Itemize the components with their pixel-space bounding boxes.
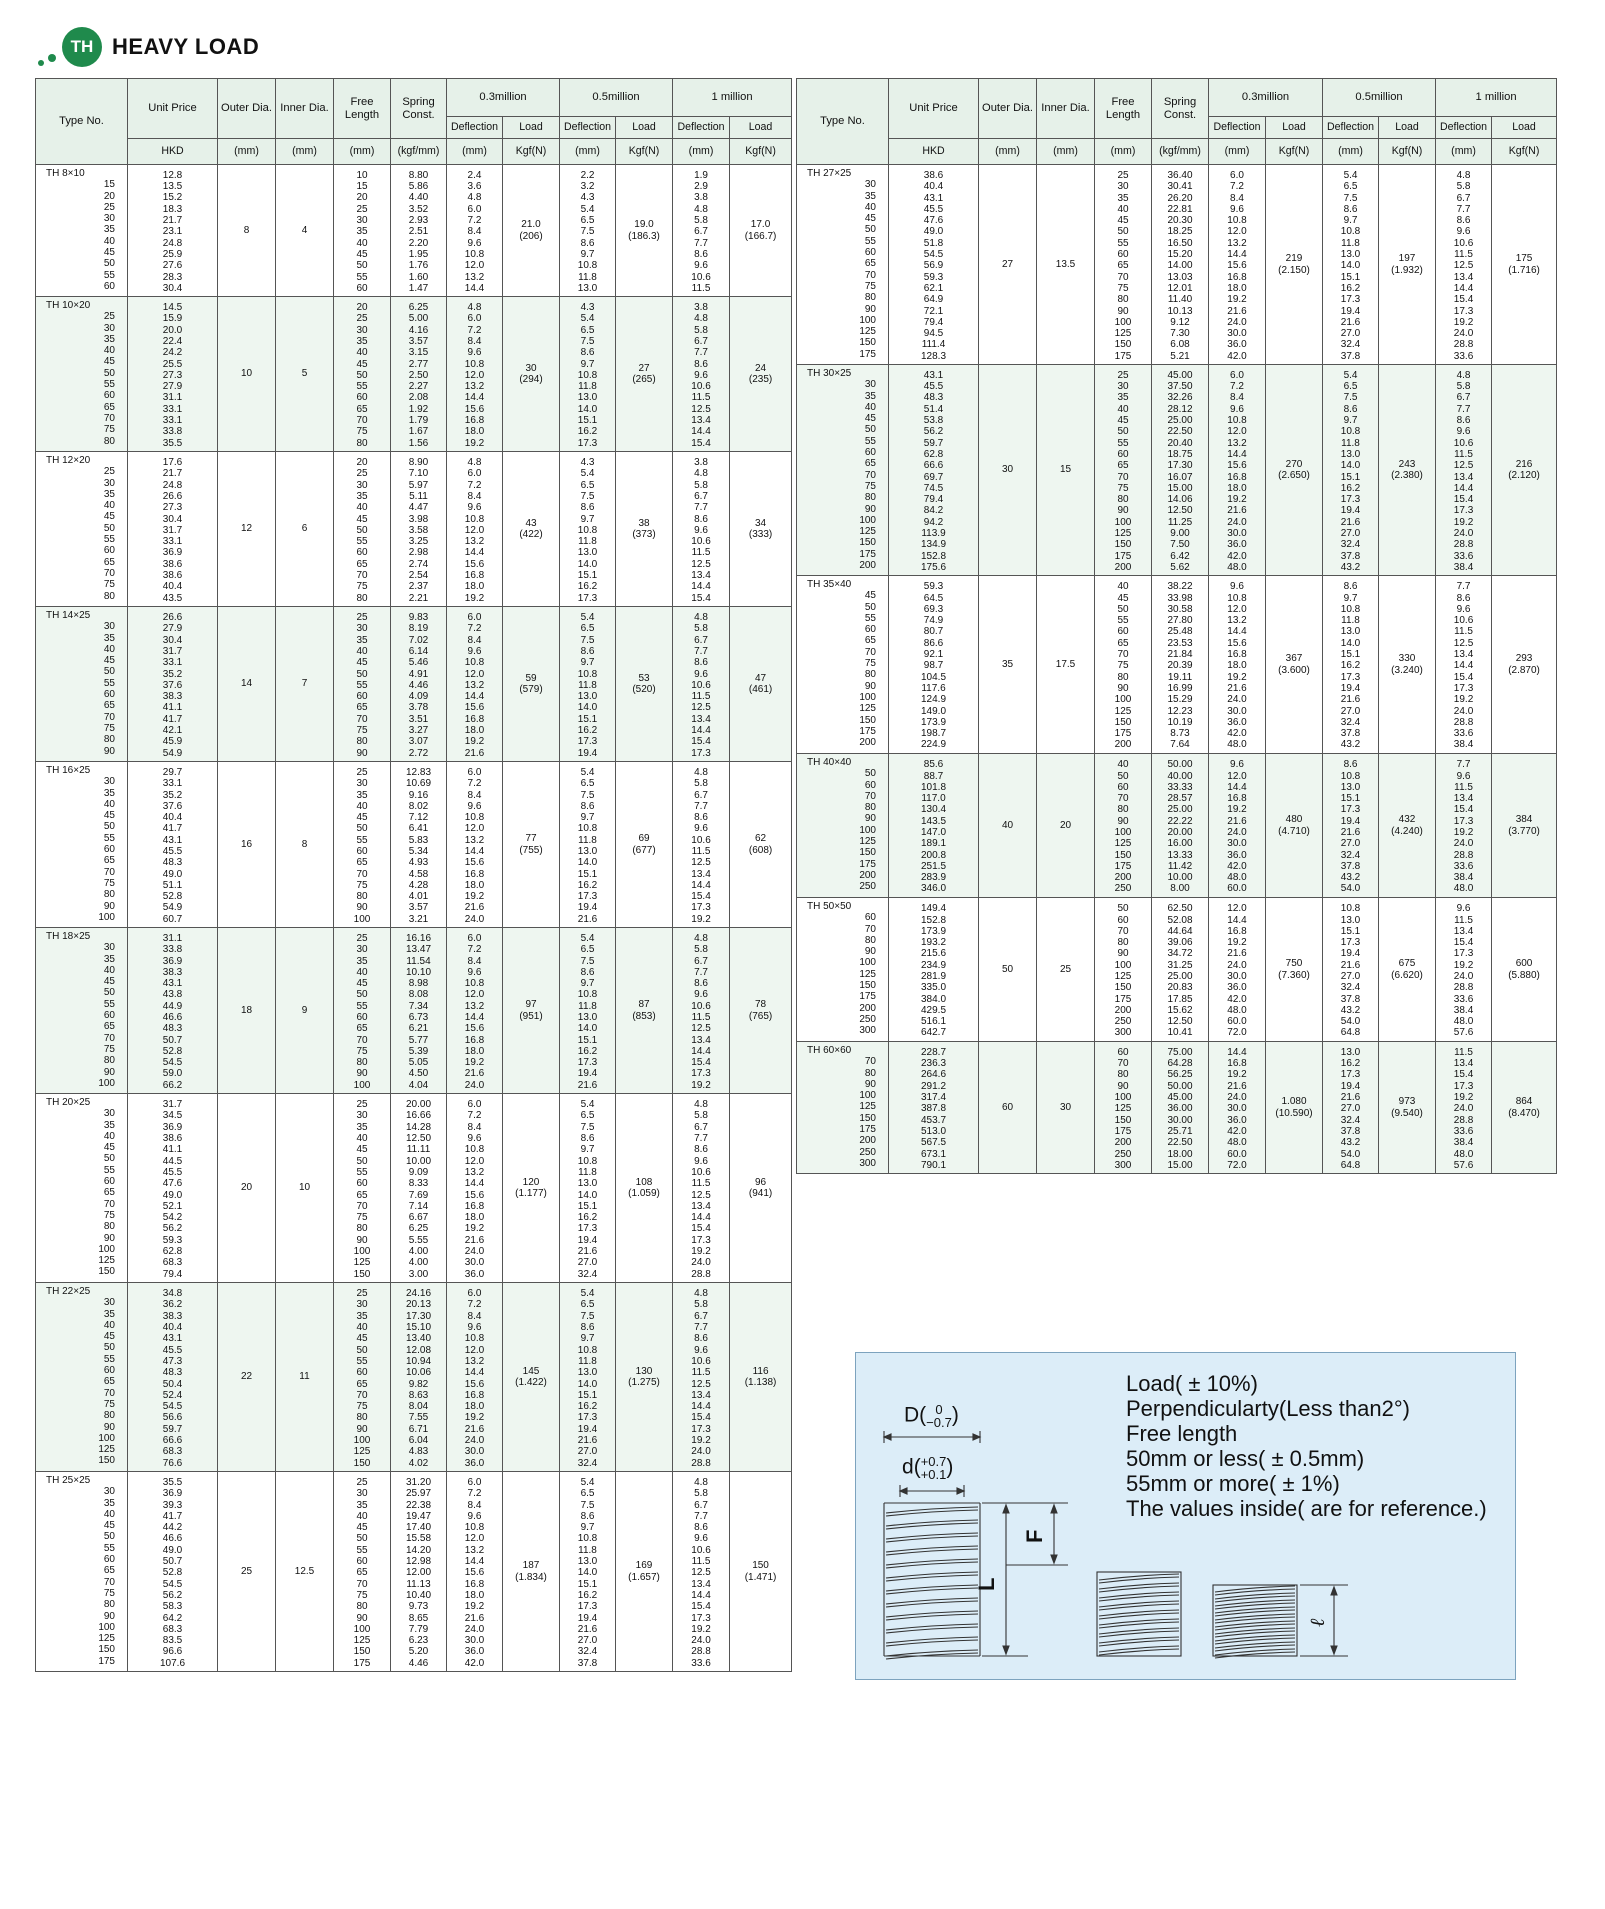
load-cell: 750 (7.360) bbox=[1266, 898, 1323, 1042]
spring-series-row bbox=[797, 165, 1557, 365]
free-length-cell: 25 30 35 40 45 50 55 60 65 70 75 80 90 100 bbox=[353, 932, 371, 1091]
deflection-cell: 7.7 9.6 11.5 13.4 15.4 17.3 19.2 24.0 28.8 33.6 38.4 48.0 bbox=[1453, 759, 1474, 895]
spring-series-row bbox=[797, 1042, 1557, 1174]
type-no-cell: TH 27×25 30 35 40 45 50 55 60 65 70 75 80 90 100 125 150 175 bbox=[797, 165, 889, 365]
deflection-cell: 3.8 4.8 5.8 6.7 7.7 8.6 9.6 10.6 11.5 12.5 13.4 14.4 15.4 bbox=[691, 457, 711, 604]
free-length-cell: 25 30 35 40 45 50 55 60 65 70 75 80 90 100 125 150 175 bbox=[353, 1476, 371, 1669]
col-deflection: Deflection bbox=[447, 117, 503, 139]
unit-price-cell: 38.6 40.4 43.1 45.5 47.6 49.0 51.8 54.5 56.9 59.3 62.1 64.9 72.1 79.4 94.5 111.4 128.3 bbox=[920, 169, 947, 362]
col-spring-const: Spring Const. bbox=[1152, 79, 1209, 139]
load-cell: 62 (608) bbox=[730, 762, 792, 928]
load-cell: 973 (9.540) bbox=[1379, 1042, 1436, 1174]
free-length-cell: 40 50 60 70 80 90 100 125 150 175 200 250 bbox=[1114, 759, 1132, 895]
note-line: 50mm or less( ± 0.5mm) bbox=[1126, 1446, 1365, 1471]
load-cell: 197 (1.932) bbox=[1379, 165, 1436, 365]
col-group-cycles: 0.5million bbox=[1323, 79, 1436, 117]
note-line: The values inside( are for reference.) bbox=[1126, 1496, 1487, 1521]
load-cell: 330 (3.240) bbox=[1379, 576, 1436, 754]
spring-const-cell: 6.25 5.00 4.16 3.57 3.15 2.77 2.50 2.27 2.08 1.92 1.79 1.67 1.56 bbox=[408, 302, 429, 449]
col-outer-dia: Outer Dia. bbox=[218, 79, 276, 139]
spring-const-cell: 45.00 37.50 32.26 28.12 25.00 22.50 20.40 18.75 17.30 16.07 15.00 14.06 12.50 11.25 9.00 7.50 6.42 5.62 bbox=[1167, 369, 1193, 573]
deflection-cell: 10.8 13.0 15.1 17.3 19.4 21.6 27.0 32.4 37.8 43.2 54.0 64.8 bbox=[1340, 903, 1361, 1039]
deflection-cell: 4.3 5.4 6.5 7.5 8.6 9.7 10.8 11.8 13.0 14.0 15.1 16.2 17.3 bbox=[577, 457, 598, 604]
col-group-cycles: 0.5million bbox=[560, 79, 673, 117]
deflection-cell: 4.8 5.8 6.7 7.7 8.6 9.6 10.6 11.5 12.5 13.4 14.4 15.4 17.3 19.2 24.0 28.8 bbox=[691, 1099, 711, 1280]
col-free-length: Free Length bbox=[1095, 79, 1152, 139]
outer-dia-cell: 50 bbox=[979, 898, 1037, 1042]
outer-dia-cell: 22 bbox=[218, 1283, 276, 1472]
outer-dia-cell: 27 bbox=[979, 165, 1037, 365]
free-length-cell: 60 70 80 90 100 125 150 175 200 250 300 bbox=[1114, 1046, 1132, 1171]
length-list: 30 35 40 45 50 55 60 65 70 75 80 90 100 125 150 bbox=[98, 1297, 115, 1467]
inner-dia-cell: 17.5 bbox=[1037, 576, 1095, 754]
spring-const-cell: 38.22 33.98 30.58 27.80 25.48 23.53 21.84 20.39 19.11 16.99 15.29 12.23 10.19 8.73 7.64 bbox=[1167, 581, 1193, 751]
spring-const-cell: 24.16 20.13 17.30 15.10 13.40 12.08 10.94 10.06 9.82 8.63 8.04 7.55 6.71 6.04 4.83 4.02 bbox=[405, 1288, 432, 1469]
type-no-cell: TH 50×50 60 70 80 90 100 125 150 175 200 250 300 bbox=[797, 898, 889, 1042]
load-cell: 96 (941) bbox=[730, 1094, 792, 1283]
load-cell: 30 (294) bbox=[503, 297, 560, 452]
deflection-cell: 2.4 3.6 4.8 6.0 7.2 8.4 9.6 10.8 12.0 13.2 14.4 bbox=[464, 169, 485, 294]
note-line: Load( ± 10%) bbox=[1126, 1371, 1258, 1396]
unit-price-cell: 31.1 33.8 36.9 38.3 43.1 43.8 44.9 46.6 48.3 50.7 52.8 54.5 59.0 66.2 bbox=[162, 932, 183, 1091]
length-list: 45 50 55 60 65 70 75 80 90 100 125 150 175 200 bbox=[859, 590, 876, 749]
deflection-cell: 4.8 5.8 6.7 7.7 8.6 9.6 10.6 11.5 12.5 13.4 14.4 15.4 17.3 19.2 bbox=[691, 932, 711, 1091]
col-inner-dia: Inner Dia. bbox=[276, 79, 334, 139]
col-deflection: Deflection bbox=[1323, 117, 1379, 139]
deflection-cell: 5.4 6.5 7.5 8.6 9.7 10.8 11.8 13.0 14.0 15.1 16.2 17.3 19.4 21.6 27.0 32.4 37.8 bbox=[577, 1476, 598, 1669]
length-list: 30 35 40 45 50 55 60 65 70 75 80 90 100 bbox=[98, 942, 115, 1089]
load-cell: 34 (333) bbox=[730, 452, 792, 607]
load-cell: 187 (1.834) bbox=[503, 1472, 560, 1672]
spring-series-row bbox=[797, 576, 1557, 754]
spring-const-cell: 8.90 7.10 5.97 5.11 4.47 3.98 3.58 3.25 2.98 2.74 2.54 2.37 2.21 bbox=[408, 457, 429, 604]
deflection-cell: 8.6 9.7 10.8 11.8 13.0 14.0 15.1 16.2 17.3 19.4 21.6 27.0 32.4 37.8 43.2 bbox=[1340, 581, 1361, 751]
inner-dia-cell: 11 bbox=[276, 1283, 334, 1472]
spring-series-row bbox=[36, 762, 792, 928]
inner-dia-cell: 7 bbox=[276, 607, 334, 762]
free-length-cell: 25 30 35 40 45 50 55 60 65 70 75 80 90 100 125 150 bbox=[353, 1288, 371, 1469]
outer-dia-cell: 60 bbox=[979, 1042, 1037, 1174]
length-list: 25 30 35 40 45 50 55 60 65 70 75 80 bbox=[103, 466, 115, 602]
load-cell: 38 (373) bbox=[616, 452, 673, 607]
outer-dia-cell: 30 bbox=[979, 365, 1037, 576]
deflection-cell: 13.0 16.2 17.3 19.4 21.6 27.0 32.4 37.8 43.2 54.0 64.8 bbox=[1340, 1046, 1361, 1171]
note-line: Free length bbox=[1126, 1421, 1238, 1446]
load-cell: 675 (6.620) bbox=[1379, 898, 1436, 1042]
compressed-length-label: ℓ bbox=[1307, 1618, 1329, 1627]
col-unit-price: Unit Price bbox=[128, 79, 218, 139]
col-group-cycles: 1 million bbox=[1436, 79, 1557, 117]
deflection-cell: 4.8 5.8 6.7 7.7 8.6 9.6 10.6 11.5 12.5 13.4 14.4 15.4 17.3 bbox=[691, 612, 711, 759]
deflection-cell: 3.8 4.8 5.8 6.7 7.7 8.6 9.6 10.6 11.5 12.5 13.4 14.4 15.4 bbox=[691, 302, 711, 449]
inner-dia-cell: 5 bbox=[276, 297, 334, 452]
free-length-cell: 25 30 35 40 45 50 55 60 65 70 75 80 90 100 bbox=[353, 766, 371, 925]
spec-table-right: Type No. Unit Price Outer Dia. Inner Dia. Free Length Spring Const. 0.3million 0.5million 1 million Deflection Load Deflection Load Deflection Load HKD (mm) (mm) (mm) (kgf/mm) (mm) Kgf(N) (mm) Kgf(N) (mm) Kgf(N) TH 27×25 30 35 40 45 50 55 60 65 70 75 80 90 100 125 150 175 38.6 40.4 43.1 45.5 47.6 49.0 51.8 54.5 56.9 59.3 62.1 64.9 72.1 79.4 94.5 111.4 128.3 27 13.5 25 30 35 40 45 50 55 60 65 70 75 80 90 100 125 150 175 36.40 30.41 26.20 22.81 20.30 18.25 16.50 15.20 14.00 13.03 12.01 11.40 10.13 9.12 7.30 6.08 5.21 6.0 7.2 8.4 9.6 10.8 12.0 13.2 14.4 15.6 16.8 18.0 19.2 21.6 24.0 30.0 36.0 42.0 219 (2.150) 5.4 6.5 7.5 8.6 9.7 10.8 11.8 13.0 14.0 15.1 16.2 17.3 19.4 21.6 27.0 32.4 37.8 197 (1.932) 4.8 5.8 6.7 7.7 8.6 9.6 10.6 11.5 12.5 13.4 14.4 15.4 17.3 19.2 24.0 28.8 33.6 175 (1.716) TH 30×25 30 35 40 45 50 55 60 65 70 75 80 90 100 125 150 175 200 43.1 45.5 48.3 51.4 53.8 56.2 59.7 62.8 66.6 69.7 74.5 79.4 84.2 94.2 113.9 134.9 152.8 175.6 30 15 25 30 35 40 45 50 55 60 65 70 75 80 90 100 125 150 175 200 45.00 37.50 32.26 28.12 25.00 22.50 20.40 18.75 17.30 16.07 15.00 14.06 12.50 11.25 9.00 7.50 6.42 5.62 6.0 7.2 8.4 9.6 10.8 12.0 13.2 14.4 15.6 16.8 18.0 19.2 21.6 24.0 30.0 36.0 42.0 48.0 270 (2.650) 5.4 6.5 7.5 8.6 9.7 10.8 11.8 13.0 14.0 15.1 16.2 17.3 19.4 21.6 27.0 32.4 37.8 43.2 243 (2.380) 4.8 5.8 6.7 7.7 8.6 9.6 10.6 11.5 12.5 13.4 14.4 15.4 17.3 19.2 24.0 28.8 33.6 38.4 216 (2.120) TH 35×40 45 50 55 60 65 70 75 80 90 100 125 150 175 200 59.3 64.5 69.3 74.9 80.7 86.6 92.1 98.7 104.5 117.6 124.9 149.0 173.9 198.7 224.9 35 17.5 40 45 50 55 60 65 70 75 80 90 100 125 150 175 200 38.22 33.98 30.58 27.80 25.48 23.53 21.84 20.39 19.11 16.99 15.29 12.23 10.19 8.73 7.64 9.6 10.8 12.0 13.2 14.4 15.6 16.8 18.0 19.2 21.6 24.0 30.0 36.0 42.0 48.0 367 (3.600) 8.6 9.7 10.8 11.8 13.0 14.0 15.1 16.2 17.3 19.4 21.6 27.0 32.4 37.8 43.2 330 (3.240) 7.7 8.6 9.6 10.6 11.5 12.5 13.4 14.4 15.4 17.3 19.2 24.0 28.8 33.6 38.4 293 (2.870) TH 40×40 50 60 70 80 90 100 125 150 175 200 250 85.6 88.7 101.8 117.0 130.4 143.5 147.0 189.1 200.8 251.5 283.9 346.0 40 20 40 50 60 70 80 90 100 125 150 175 200 250 50.00 40.00 33.33 28.57 25.00 22.22 20.00 16.00 13.33 11.42 10.00 8.00 9.6 12.0 14.4 16.8 19.2 21.6 24.0 30.0 36.0 42.0 48.0 60.0 480 (4.710) 8.6 10.8 13.0 15.1 17.3 19.4 21.6 27.0 32.4 37.8 43.2 54.0 432 (4.240) 7.7 9.6 11.5 13.4 15.4 17.3 19.2 24.0 28.8 33.6 38.4 48.0 384 (3.770) TH 50×50 60 70 80 90 100 125 150 175 200 250 300 149.4 152.8 173.9 193.2 215.6 234.9 281.9 335.0 384.0 429.5 516.1 642.7 50 25 50 60 70 80 90 100 125 150 175 200 250 300 62.50 52.08 44.64 39.06 34.72 31.25 25.00 20.83 17.85 15.62 12.50 10.41 12.0 14.4 16.8 19.2 21.6 24.0 30.0 36.0 42.0 48.0 60.0 72.0 750 (7.360) 10.8 13.0 15.1 17.3 19.4 21.6 27.0 32.4 37.8 43.2 54.0 64.8 675 (6.620) 9.6 11.5 13.4 15.4 17.3 19.2 24.0 28.8 33.6 38.4 48.0 57.6 600 (5.880) TH 60×60 70 80 90 100 125 150 175 200 250 300 228.7 236.3 264.6 291.2 317.4 387.8 453.7 513.0 567.5 673.1 790.1 60 30 60 70 80 90 100 125 150 175 200 250 300 75.00 64.28 56.25 50.00 45.00 36.00 30.00 25.71 22.50 18.00 15.00 14.4 16.8 19.2 21.6 24.0 30.0 36.0 42.0 48.0 60.0 72.0 1.080 (10.590) 13.0 16.2 17.3 19.4 21.6 27.0 32.4 37.8 43.2 54.0 64.8 973 (9.540) 11.5 13.4 15.4 17.3 19.2 24.0 28.8 33.6 38.4 48.0 57.6 864 (8.470) bbox=[796, 78, 1557, 1174]
load-cell: 864 (8.470) bbox=[1492, 1042, 1557, 1174]
deflection-cell: 4.3 5.4 6.5 7.5 8.6 9.7 10.8 11.8 13.0 14.0 15.1 16.2 17.3 bbox=[577, 302, 598, 449]
load-cell: 219 (2.150) bbox=[1266, 165, 1323, 365]
inner-dia-cell: 10 bbox=[276, 1094, 334, 1283]
load-cell: 432 (4.240) bbox=[1379, 754, 1436, 898]
outer-dia-cell: 40 bbox=[979, 754, 1037, 898]
deflection-cell: 11.5 13.4 15.4 17.3 19.2 24.0 28.8 33.6 38.4 48.0 57.6 bbox=[1453, 1046, 1474, 1171]
col-group-cycles: 1 million bbox=[673, 79, 792, 117]
deflection-cell: 6.0 7.2 8.4 9.6 10.8 12.0 13.2 14.4 15.6 16.8 18.0 19.2 21.6 24.0 30.0 36.0 bbox=[464, 1288, 485, 1469]
outer-dia-cell: 14 bbox=[218, 607, 276, 762]
free-length-cell: 25 30 35 40 45 50 55 60 65 70 75 80 90 100 125 150 175 bbox=[1114, 169, 1132, 362]
spring-series-row bbox=[36, 1472, 792, 1672]
unit-price-cell: 228.7 236.3 264.6 291.2 317.4 387.8 453.7 513.0 567.5 673.1 790.1 bbox=[920, 1046, 947, 1171]
inner-dia-cell: 20 bbox=[1037, 754, 1095, 898]
load-cell: 130 (1.275) bbox=[616, 1283, 673, 1472]
spring-const-cell: 31.20 25.97 22.38 19.47 17.40 15.58 14.20 12.98 12.00 11.13 10.40 9.73 8.65 7.79 6.23 5.20 4.46 bbox=[405, 1476, 432, 1669]
load-cell: 384 (3.770) bbox=[1492, 754, 1557, 898]
inner-dia-cell: 8 bbox=[276, 762, 334, 928]
spring-series-row bbox=[36, 607, 792, 762]
load-cell: 480 (4.710) bbox=[1266, 754, 1323, 898]
type-no-cell: TH 22×25 30 35 40 45 50 55 60 65 70 75 80 90 100 125 150 bbox=[36, 1283, 128, 1472]
length-list: 15 20 25 30 35 40 45 50 55 60 bbox=[103, 179, 115, 292]
deflection-cell: 6.0 7.2 8.4 9.6 10.8 12.0 13.2 14.4 15.6 16.8 18.0 19.2 21.6 bbox=[464, 612, 485, 759]
spring-drawing bbox=[856, 1353, 1517, 1681]
load-cell: 600 (5.880) bbox=[1492, 898, 1557, 1042]
col-load: Load bbox=[730, 117, 792, 139]
page-title: HEAVY LOAD bbox=[112, 34, 260, 59]
col-unit-price: Unit Price bbox=[889, 79, 979, 139]
outer-dia-cell: 12 bbox=[218, 452, 276, 607]
deflection-cell: 6.0 7.2 8.4 9.6 10.8 12.0 13.2 14.4 15.6 16.8 18.0 19.2 21.6 24.0 30.0 36.0 42.0 bbox=[464, 1476, 485, 1669]
inner-dia-cell: 15 bbox=[1037, 365, 1095, 576]
note-line: 55mm or more( ± 1%) bbox=[1126, 1471, 1340, 1496]
deflection-cell: 4.8 5.8 6.7 7.7 8.6 9.6 10.6 11.5 12.5 13.4 14.4 15.4 17.3 19.2 24.0 28.8 33.6 bbox=[691, 1476, 711, 1669]
col-spring-const: Spring Const. bbox=[391, 79, 447, 139]
type-no-cell: TH 18×25 30 35 40 45 50 55 60 65 70 75 80 90 100 bbox=[36, 928, 128, 1094]
unit-price-cell: 31.7 34.5 36.9 38.6 41.1 44.5 45.5 47.6 49.0 52.1 54.2 56.2 59.3 62.8 68.3 79.4 bbox=[162, 1099, 183, 1280]
load-cell: 78 (765) bbox=[730, 928, 792, 1094]
free-length-cell: 20 25 30 35 40 45 50 55 60 65 70 75 80 bbox=[356, 302, 368, 449]
col-group-cycles: 0.3million bbox=[447, 79, 560, 117]
inner-dia-cell: 6 bbox=[276, 452, 334, 607]
spring-series-row bbox=[797, 754, 1557, 898]
free-length-cell: 40 45 50 55 60 65 70 75 80 90 100 125 150 175 200 bbox=[1114, 581, 1132, 751]
free-length-cell: 20 25 30 35 40 45 50 55 60 65 70 75 80 bbox=[356, 457, 368, 604]
load-cell: 120 (1.177) bbox=[503, 1094, 560, 1283]
type-no-cell: TH 25×25 30 35 40 45 50 55 60 65 70 75 80 90 100 125 150 175 bbox=[36, 1472, 128, 1672]
note-line: Perpendicularty(Less than2°) bbox=[1126, 1396, 1410, 1421]
load-cell: 175 (1.716) bbox=[1492, 165, 1557, 365]
col-load: Load bbox=[616, 117, 673, 139]
deflection-cell: 7.7 8.6 9.6 10.6 11.5 12.5 13.4 14.4 15.4 17.3 19.2 24.0 28.8 33.6 38.4 bbox=[1453, 581, 1474, 751]
unit-price-cell: 85.6 88.7 101.8 117.0 130.4 143.5 147.0 189.1 200.8 251.5 283.9 346.0 bbox=[920, 759, 947, 895]
deflection-cell: 6.0 7.2 8.4 9.6 10.8 12.0 13.2 14.4 15.6 16.8 18.0 19.2 21.6 24.0 bbox=[464, 932, 485, 1091]
load-cell: 17.0 (166.7) bbox=[730, 165, 792, 297]
type-no-cell: TH 20×25 30 35 40 45 50 55 60 65 70 75 80 90 100 125 150 bbox=[36, 1094, 128, 1283]
spring-const-cell: 36.40 30.41 26.20 22.81 20.30 18.25 16.50 15.20 14.00 13.03 12.01 11.40 10.13 9.12 7.30 6.08 5.21 bbox=[1167, 169, 1193, 362]
inner-dia-cell: 25 bbox=[1037, 898, 1095, 1042]
logo-dots bbox=[34, 24, 60, 70]
col-deflection: Deflection bbox=[1209, 117, 1266, 139]
col-inner-dia: Inner Dia. bbox=[1037, 79, 1095, 139]
unit-price-cell: 12.8 13.5 15.2 18.3 21.7 23.1 24.8 25.9 27.6 28.3 30.4 bbox=[162, 169, 183, 294]
deflection-cell: 14.4 16.8 19.2 21.6 24.0 30.0 36.0 42.0 48.0 60.0 72.0 bbox=[1227, 1046, 1247, 1171]
col-group-cycles: 0.3million bbox=[1209, 79, 1323, 117]
col-deflection: Deflection bbox=[673, 117, 730, 139]
spring-const-cell: 9.83 8.19 7.02 6.14 5.46 4.91 4.46 4.09 3.78 3.51 3.27 3.07 2.72 bbox=[408, 612, 429, 759]
load-cell: 19.0 (186.3) bbox=[616, 165, 673, 297]
spring-series-row bbox=[36, 165, 792, 297]
load-cell: 21.0 (206) bbox=[503, 165, 560, 297]
inner-dia-cell: 9 bbox=[276, 928, 334, 1094]
deflection-cell: 6.0 7.2 8.4 9.6 10.8 12.0 13.2 14.4 15.6 16.8 18.0 19.2 21.6 24.0 30.0 36.0 bbox=[464, 1099, 485, 1280]
length-list: 30 35 40 45 50 55 60 65 70 75 80 90 100 125 150 175 bbox=[859, 179, 876, 360]
deflection-cell: 8.6 10.8 13.0 15.1 17.3 19.4 21.6 27.0 32.4 37.8 43.2 54.0 bbox=[1340, 759, 1361, 895]
outer-dia-cell: 8 bbox=[218, 165, 276, 297]
load-cell: 43 (422) bbox=[503, 452, 560, 607]
spring-const-cell: 20.00 16.66 14.28 12.50 11.11 10.00 9.09 8.33 7.69 7.14 6.67 6.25 5.55 4.00 4.00 3.00 bbox=[405, 1099, 432, 1280]
unit-price-cell: 26.6 27.9 30.4 31.7 33.1 35.2 37.6 38.3 41.1 41.7 42.1 45.9 54.9 bbox=[162, 612, 183, 759]
outer-dia-cell: 20 bbox=[218, 1094, 276, 1283]
type-no-cell: TH 8×10 15 20 25 30 35 40 45 50 55 60 bbox=[36, 165, 128, 297]
deflection-cell: 4.8 5.8 6.7 7.7 8.6 9.6 10.6 11.5 12.5 13.4 14.4 15.4 17.3 19.2 bbox=[691, 766, 711, 925]
spring-series-row bbox=[36, 1283, 792, 1472]
outer-dia-cell: 25 bbox=[218, 1472, 276, 1672]
length-list: 30 35 40 45 50 55 60 65 70 75 80 90 100 125 150 175 200 bbox=[859, 379, 876, 572]
deflection-cell: 5.4 6.5 7.5 8.6 9.7 10.8 11.8 13.0 14.0 15.1 16.2 17.3 19.4 21.6 27.0 32.4 37.8 bbox=[1340, 169, 1361, 362]
deflection-cell: 6.0 7.2 8.4 9.6 10.8 12.0 13.2 14.4 15.6 16.8 18.0 19.2 21.6 24.0 bbox=[464, 766, 485, 925]
spring-series-row bbox=[36, 1094, 792, 1283]
deflection-cell: 12.0 14.4 16.8 19.2 21.6 24.0 30.0 36.0 42.0 48.0 60.0 72.0 bbox=[1227, 903, 1247, 1039]
load-cell: 367 (3.600) bbox=[1266, 576, 1323, 754]
spring-const-cell: 75.00 64.28 56.25 50.00 45.00 36.00 30.00 25.71 22.50 18.00 15.00 bbox=[1167, 1046, 1193, 1171]
load-cell: 24 (235) bbox=[730, 297, 792, 452]
unit-price-cell: 34.8 36.2 38.3 40.4 43.1 45.5 47.3 48.3 50.4 52.4 54.5 56.6 59.7 66.6 68.3 76.6 bbox=[162, 1288, 183, 1469]
load-cell: 59 (579) bbox=[503, 607, 560, 762]
type-no-cell: TH 14×25 30 35 40 45 50 55 60 65 70 75 80 90 bbox=[36, 607, 128, 762]
deflection-cell: 5.4 6.5 7.5 8.6 9.7 10.8 11.8 13.0 14.0 15.1 16.2 17.3 19.4 21.6 27.0 32.4 bbox=[577, 1099, 598, 1280]
load-cell: 87 (853) bbox=[616, 928, 673, 1094]
outer-dia-cell: 18 bbox=[218, 928, 276, 1094]
load-cell: 169 (1.657) bbox=[616, 1472, 673, 1672]
unit-price-cell: 14.5 15.9 20.0 22.4 24.2 25.5 27.3 27.9 31.1 33.1 33.1 33.8 35.5 bbox=[162, 302, 183, 449]
deflection-cell: 4.8 5.8 6.7 7.7 8.6 9.6 10.6 11.5 12.5 13.4 14.4 15.4 17.3 19.2 24.0 28.8 33.6 bbox=[1453, 169, 1474, 362]
spring-series-row bbox=[36, 297, 792, 452]
load-cell: 47 (461) bbox=[730, 607, 792, 762]
spring-const-cell: 16.16 13.47 11.54 10.10 8.98 8.08 7.34 6.73 6.21 5.77 5.39 5.05 4.50 4.04 bbox=[405, 932, 432, 1091]
type-no-cell: TH 60×60 70 80 90 100 125 150 175 200 250 300 bbox=[797, 1042, 889, 1174]
type-no-cell: TH 35×40 45 50 55 60 65 70 75 80 90 100 125 150 175 200 bbox=[797, 576, 889, 754]
type-no-cell: TH 12×20 25 30 35 40 45 50 55 60 65 70 75 80 bbox=[36, 452, 128, 607]
deflection-cell: 5.4 6.5 7.5 8.6 9.7 10.8 11.8 13.0 14.0 15.1 16.2 17.3 19.4 21.6 bbox=[577, 766, 598, 925]
outer-diameter-label: D( 0 −0.7 ) bbox=[904, 1402, 959, 1430]
free-length-cell: 25 30 35 40 45 50 55 60 65 70 75 80 90 100 125 150 175 200 bbox=[1114, 369, 1132, 573]
spring-series-row bbox=[797, 365, 1557, 576]
spring-series-row bbox=[797, 898, 1557, 1042]
unit-price-cell: 29.7 33.1 35.2 37.6 40.4 41.7 43.1 45.5 48.3 49.0 51.1 52.8 54.9 60.7 bbox=[162, 766, 183, 925]
load-cell: 108 (1.059) bbox=[616, 1094, 673, 1283]
spec-table-left: Type No. Unit Price Outer Dia. Inner Dia. Free Length Spring Const. 0.3million 0.5million 1 million Deflection Load Deflection Load Deflection Load HKD (mm) (mm) (mm) (kgf/mm) (mm) Kgf(N) (mm) Kgf(N) (mm) Kgf(N) TH 8×10 15 20 25 30 35 40 45 50 55 60 12.8 13.5 15.2 18.3 21.7 23.1 24.8 25.9 27.6 28.3 30.4 8 4 10 15 20 25 30 35 40 45 50 55 60 8.80 5.86 4.40 3.52 2.93 2.51 2.20 1.95 1.76 1.60 1.47 2.4 3.6 4.8 6.0 7.2 8.4 9.6 10.8 12.0 13.2 14.4 21.0 (206) 2.2 3.2 4.3 5.4 6.5 7.5 8.6 9.7 10.8 11.8 13.0 19.0 (186.3) 1.9 2.9 3.8 4.8 5.8 6.7 7.7 8.6 9.6 10.6 11.5 17.0 (166.7) TH 10×20 25 30 35 40 45 50 55 60 65 70 75 80 14.5 15.9 20.0 22.4 24.2 25.5 27.3 27.9 31.1 33.1 33.1 33.8 35.5 10 5 20 25 30 35 40 45 50 55 60 65 70 75 80 6.25 5.00 4.16 3.57 3.15 2.77 2.50 2.27 2.08 1.92 1.79 1.67 1.56 4.8 6.0 7.2 8.4 9.6 10.8 12.0 13.2 14.4 15.6 16.8 18.0 19.2 30 (294) 4.3 5.4 6.5 7.5 8.6 9.7 10.8 11.8 13.0 14.0 15.1 16.2 17.3 27 (265) 3.8 4.8 5.8 6.7 7.7 8.6 9.6 10.6 11.5 12.5 13.4 14.4 15.4 24 (235) TH 12×20 25 30 35 40 45 50 55 60 65 70 75 80 17.6 21.7 24.8 26.6 27.3 30.4 31.7 33.1 36.9 38.6 38.6 40.4 43.5 12 6 20 25 30 35 40 45 50 55 60 65 70 75 80 8.90 7.10 5.97 5.11 4.47 3.98 3.58 3.25 2.98 2.74 2.54 2.37 2.21 4.8 6.0 7.2 8.4 9.6 10.8 12.0 13.2 14.4 15.6 16.8 18.0 19.2 43 (422) 4.3 5.4 6.5 7.5 8.6 9.7 10.8 11.8 13.0 14.0 15.1 16.2 17.3 38 (373) 3.8 4.8 5.8 6.7 7.7 8.6 9.6 10.6 11.5 12.5 13.4 14.4 15.4 34 (333) TH 14×25 30 35 40 45 50 55 60 65 70 75 80 90 26.6 27.9 30.4 31.7 33.1 35.2 37.6 38.3 41.1 41.7 42.1 45.9 54.9 14 7 25 30 35 40 45 50 55 60 65 70 75 80 90 9.83 8.19 7.02 6.14 5.46 4.91 4.46 4.09 3.78 3.51 3.27 3.07 2.72 6.0 7.2 8.4 9.6 10.8 12.0 13.2 14.4 15.6 16.8 18.0 19.2 21.6 59 (579) 5.4 6.5 7.5 8.6 9.7 10.8 11.8 13.0 14.0 15.1 16.2 17.3 19.4 53 (520) 4.8 5.8 6.7 7.7 8.6 9.6 10.6 11.5 12.5 13.4 14.4 15.4 17.3 47 (461) TH 16×25 30 35 40 45 50 55 60 65 70 75 80 90 100 29.7 33.1 35.2 37.6 40.4 41.7 43.1 45.5 48.3 49.0 51.1 52.8 54.9 60.7 16 8 25 30 35 40 45 50 55 60 65 70 75 80 90 100 12.83 10.69 9.16 8.02 7.12 6.41 5.83 5.34 4.93 4.58 4.28 4.01 3.57 3.21 6.0 7.2 8.4 9.6 10.8 12.0 13.2 14.4 15.6 16.8 18.0 19.2 21.6 24.0 77 (755) 5.4 6.5 7.5 8.6 9.7 10.8 11.8 13.0 14.0 15.1 16.2 17.3 19.4 21.6 69 (677) 4.8 5.8 6.7 7.7 8.6 9.6 10.6 11.5 12.5 13.4 14.4 15.4 17.3 19.2 62 (608) TH 18×25 30 35 40 45 50 55 60 65 70 75 80 90 100 31.1 33.8 36.9 38.3 43.1 43.8 44.9 46.6 48.3 50.7 52.8 54.5 59.0 66.2 18 9 25 30 35 40 45 50 55 60 65 70 75 80 90 100 16.16 13.47 11.54 10.10 8.98 8.08 7.34 6.73 6.21 5.77 5.39 5.05 4.50 4.04 6.0 7.2 8.4 9.6 10.8 12.0 13.2 14.4 15.6 16.8 18.0 19.2 21.6 24.0 97 (951) 5.4 6.5 7.5 8.6 9.7 10.8 11.8 13.0 14.0 15.1 16.2 17.3 19.4 21.6 87 (853) 4.8 5.8 6.7 7.7 8.6 9.6 10.6 11.5 12.5 13.4 14.4 15.4 17.3 19.2 78 (765) TH 20×25 30 35 40 45 50 55 60 65 70 75 80 90 100 125 150 31.7 34.5 36.9 38.6 41.1 44.5 45.5 47.6 49.0 52.1 54.2 56.2 59.3 62.8 68.3 79.4 20 10 25 30 35 40 45 50 55 60 65 70 75 80 90 100 125 150 20.00 16.66 14.28 12.50 11.11 10.00 9.09 8.33 7.69 7.14 6.67 6.25 5.55 4.00 4.00 3.00 6.0 7.2 8.4 9.6 10.8 12.0 13.2 14.4 15.6 16.8 18.0 19.2 21.6 24.0 30.0 36.0 120 (1.177) 5.4 6.5 7.5 8.6 9.7 10.8 11.8 13.0 14.0 15.1 16.2 17.3 19.4 21.6 27.0 32.4 108 (1.059) 4.8 5.8 6.7 7.7 8.6 9.6 10.6 11.5 12.5 13.4 14.4 15.4 17.3 19.2 24.0 28.8 96 (941) TH 22×25 30 35 40 45 50 55 60 65 70 75 80 90 100 125 150 34.8 36.2 38.3 40.4 43.1 45.5 47.3 48.3 50.4 52.4 54.5 56.6 59.7 66.6 68.3 76.6 22 11 25 30 35 40 45 50 55 60 65 70 75 80 90 100 125 150 24.16 20.13 17.30 15.10 13.40 12.08 10.94 10.06 9.82 8.63 8.04 7.55 6.71 6.04 4.83 4.02 6.0 7.2 8.4 9.6 10.8 12.0 13.2 14.4 15.6 16.8 18.0 19.2 21.6 24.0 30.0 36.0 145 (1.422) 5.4 6.5 7.5 8.6 9.7 10.8 11.8 13.0 14.0 15.1 16.2 17.3 19.4 21.6 27.0 32.4 130 (1.275) 4.8 5.8 6.7 7.7 8.6 9.6 10.6 11.5 12.5 13.4 14.4 15.4 17.3 19.2 24.0 28.8 116 (1.138) TH 25×25 30 35 40 45 50 55 60 65 70 75 80 90 100 125 150 175 35.5 36.9 39.3 41.7 44.2 46.6 49.0 50.7 52.8 54.5 56.2 58.3 64.2 68.3 83.5 96.6 107.6 25 12.5 25 30 35 40 45 50 55 60 65 70 75 80 90 100 125 150 175 31.20 25.97 22.38 19.47 17.40 15.58 14.20 12.98 12.00 11.13 10.40 9.73 8.65 7.79 6.23 5.20 4.46 6.0 7.2 8.4 9.6 10.8 12.0 13.2 14.4 15.6 16.8 18.0 19.2 21.6 24.0 30.0 36.0 42.0 187 (1.834) 5.4 6.5 7.5 8.6 9.7 10.8 11.8 13.0 14.0 15.1 16.2 17.3 19.4 21.6 27.0 32.4 37.8 169 (1.657) 4.8 5.8 6.7 7.7 8.6 9.6 10.6 11.5 12.5 13.4 14.4 15.4 17.3 19.2 24.0 28.8 33.6 150 (1.471) bbox=[35, 78, 792, 1672]
deflection-cell: 9.6 12.0 14.4 16.8 19.2 21.6 24.0 30.0 36.0 42.0 48.0 60.0 bbox=[1227, 759, 1247, 895]
unit-price-cell: 17.6 21.7 24.8 26.6 27.3 30.4 31.7 33.1 36.9 38.6 38.6 40.4 43.5 bbox=[162, 457, 183, 604]
free-length-cell: 25 30 35 40 45 50 55 60 65 70 75 80 90 bbox=[356, 612, 368, 759]
free-length-cell: 10 15 20 25 30 35 40 45 50 55 60 bbox=[356, 169, 368, 294]
length-list: 50 60 70 80 90 100 125 150 175 200 250 bbox=[859, 768, 876, 893]
unit-price-cell: 59.3 64.5 69.3 74.9 80.7 86.6 92.1 98.7 104.5 117.6 124.9 149.0 173.9 198.7 224.9 bbox=[920, 581, 947, 751]
load-cell: 270 (2.650) bbox=[1266, 365, 1323, 576]
spring-const-cell: 50.00 40.00 33.33 28.57 25.00 22.22 20.00 16.00 13.33 11.42 10.00 8.00 bbox=[1167, 759, 1193, 895]
col-type-no: Type No. bbox=[797, 79, 889, 165]
deflection-cell: 4.8 5.8 6.7 7.7 8.6 9.6 10.6 11.5 12.5 13.4 14.4 15.4 17.3 19.2 24.0 28.8 33.6 38.4 bbox=[1453, 369, 1474, 573]
type-no-cell: TH 40×40 50 60 70 80 90 100 125 150 175 200 250 bbox=[797, 754, 889, 898]
spring-const-cell: 8.80 5.86 4.40 3.52 2.93 2.51 2.20 1.95 1.76 1.60 1.47 bbox=[408, 169, 429, 294]
length-list: 30 35 40 45 50 55 60 65 70 75 80 90 100 125 150 bbox=[98, 1108, 115, 1278]
load-cell: 97 (951) bbox=[503, 928, 560, 1094]
load-cell: 53 (520) bbox=[616, 607, 673, 762]
outer-dia-cell: 16 bbox=[218, 762, 276, 928]
deflection-F-label: F bbox=[1022, 1529, 1047, 1543]
load-cell: 145 (1.422) bbox=[503, 1283, 560, 1472]
load-cell: 293 (2.870) bbox=[1492, 576, 1557, 754]
length-L-label: L bbox=[974, 1577, 999, 1591]
spring-const-cell: 62.50 52.08 44.64 39.06 34.72 31.25 25.00 20.83 17.85 15.62 12.50 10.41 bbox=[1167, 903, 1193, 1039]
page-header bbox=[34, 22, 259, 72]
outer-dia-cell: 10 bbox=[218, 297, 276, 452]
col-load: Load bbox=[1492, 117, 1557, 139]
col-outer-dia: Outer Dia. bbox=[979, 79, 1037, 139]
load-cell: 216 (2.120) bbox=[1492, 365, 1557, 576]
outer-dia-cell: 35 bbox=[979, 576, 1037, 754]
length-list: 60 70 80 90 100 125 150 175 200 250 300 bbox=[859, 912, 876, 1037]
deflection-cell: 9.6 11.5 13.4 15.4 17.3 19.2 24.0 28.8 33.6 38.4 48.0 57.6 bbox=[1453, 903, 1474, 1039]
load-cell: 116 (1.138) bbox=[730, 1283, 792, 1472]
length-list: 30 35 40 45 50 55 60 65 70 75 80 90 100 bbox=[98, 776, 115, 923]
type-no-cell: TH 16×25 30 35 40 45 50 55 60 65 70 75 80 90 100 bbox=[36, 762, 128, 928]
spring-diagram-panel bbox=[855, 1352, 1516, 1680]
free-length-cell: 25 30 35 40 45 50 55 60 65 70 75 80 90 100 125 150 bbox=[353, 1099, 371, 1280]
th-logo: TH bbox=[62, 27, 102, 67]
length-list: 30 35 40 45 50 55 60 65 70 75 80 90 bbox=[103, 621, 115, 757]
inner-diameter-label: d( +0.7 +0.1 ) bbox=[902, 1454, 954, 1482]
col-load: Load bbox=[1266, 117, 1323, 139]
unit-price-cell: 43.1 45.5 48.3 51.4 53.8 56.2 59.7 62.8 66.6 69.7 74.5 79.4 84.2 94.2 113.9 134.9 152.8 175.6 bbox=[920, 369, 947, 573]
deflection-cell: 9.6 10.8 12.0 13.2 14.4 15.6 16.8 18.0 19.2 21.6 24.0 30.0 36.0 42.0 48.0 bbox=[1227, 581, 1247, 751]
deflection-cell: 6.0 7.2 8.4 9.6 10.8 12.0 13.2 14.4 15.6 16.8 18.0 19.2 21.6 24.0 30.0 36.0 42.0 bbox=[1227, 169, 1247, 362]
spring-const-cell: 12.83 10.69 9.16 8.02 7.12 6.41 5.83 5.34 4.93 4.58 4.28 4.01 3.57 3.21 bbox=[405, 766, 432, 925]
unit-price-cell: 35.5 36.9 39.3 41.7 44.2 46.6 49.0 50.7 52.8 54.5 56.2 58.3 64.2 68.3 83.5 96.6 107.6 bbox=[159, 1476, 186, 1669]
deflection-cell: 5.4 6.5 7.5 8.6 9.7 10.8 11.8 13.0 14.0 15.1 16.2 17.3 19.4 21.6 bbox=[577, 932, 598, 1091]
inner-dia-cell: 12.5 bbox=[276, 1472, 334, 1672]
spring-series-row bbox=[36, 928, 792, 1094]
col-deflection: Deflection bbox=[560, 117, 616, 139]
col-load: Load bbox=[503, 117, 560, 139]
type-no-cell: TH 30×25 30 35 40 45 50 55 60 65 70 75 80 90 100 125 150 175 200 bbox=[797, 365, 889, 576]
length-list: 70 80 90 100 125 150 175 200 250 300 bbox=[859, 1056, 876, 1169]
load-cell: 243 (2.380) bbox=[1379, 365, 1436, 576]
deflection-cell: 4.8 6.0 7.2 8.4 9.6 10.8 12.0 13.2 14.4 15.6 16.8 18.0 19.2 bbox=[464, 302, 485, 449]
free-length-cell: 50 60 70 80 90 100 125 150 175 200 250 300 bbox=[1114, 903, 1132, 1039]
col-deflection: Deflection bbox=[1436, 117, 1492, 139]
deflection-cell: 6.0 7.2 8.4 9.6 10.8 12.0 13.2 14.4 15.6 16.8 18.0 19.2 21.6 24.0 30.0 36.0 42.0 48.0 bbox=[1227, 369, 1247, 573]
deflection-cell: 5.4 6.5 7.5 8.6 9.7 10.8 11.8 13.0 14.0 15.1 16.2 17.3 19.4 21.6 27.0 32.4 bbox=[577, 1288, 598, 1469]
deflection-cell: 4.8 6.0 7.2 8.4 9.6 10.8 12.0 13.2 14.4 15.6 16.8 18.0 19.2 bbox=[464, 457, 485, 604]
load-cell: 150 (1.471) bbox=[730, 1472, 792, 1672]
inner-dia-cell: 30 bbox=[1037, 1042, 1095, 1174]
deflection-cell: 4.8 5.8 6.7 7.7 8.6 9.6 10.6 11.5 12.5 13.4 14.4 15.4 17.3 19.2 24.0 28.8 bbox=[691, 1288, 711, 1469]
length-list: 25 30 35 40 45 50 55 60 65 70 75 80 bbox=[103, 311, 115, 447]
spring-series-row bbox=[36, 452, 792, 607]
col-free-length: Free Length bbox=[334, 79, 391, 139]
col-type-no: Type No. bbox=[36, 79, 128, 165]
inner-dia-cell: 4 bbox=[276, 165, 334, 297]
load-cell: 1.080 (10.590) bbox=[1266, 1042, 1323, 1174]
load-cell: 27 (265) bbox=[616, 297, 673, 452]
deflection-cell: 5.4 6.5 7.5 8.6 9.7 10.8 11.8 13.0 14.0 15.1 16.2 17.3 19.4 bbox=[577, 612, 598, 759]
unit-price-cell: 149.4 152.8 173.9 193.2 215.6 234.9 281.9 335.0 384.0 429.5 516.1 642.7 bbox=[920, 903, 947, 1039]
inner-dia-cell: 13.5 bbox=[1037, 165, 1095, 365]
length-list: 30 35 40 45 50 55 60 65 70 75 80 90 100 125 150 175 bbox=[98, 1486, 115, 1667]
deflection-cell: 2.2 3.2 4.3 5.4 6.5 7.5 8.6 9.7 10.8 11.8 13.0 bbox=[577, 169, 598, 294]
deflection-cell: 5.4 6.5 7.5 8.6 9.7 10.8 11.8 13.0 14.0 15.1 16.2 17.3 19.4 21.6 27.0 32.4 37.8 43.2 bbox=[1340, 369, 1361, 573]
load-cell: 77 (755) bbox=[503, 762, 560, 928]
deflection-cell: 1.9 2.9 3.8 4.8 5.8 6.7 7.7 8.6 9.6 10.6 11.5 bbox=[691, 169, 711, 294]
col-load: Load bbox=[1379, 117, 1436, 139]
type-no-cell: TH 10×20 25 30 35 40 45 50 55 60 65 70 75 80 bbox=[36, 297, 128, 452]
load-cell: 69 (677) bbox=[616, 762, 673, 928]
